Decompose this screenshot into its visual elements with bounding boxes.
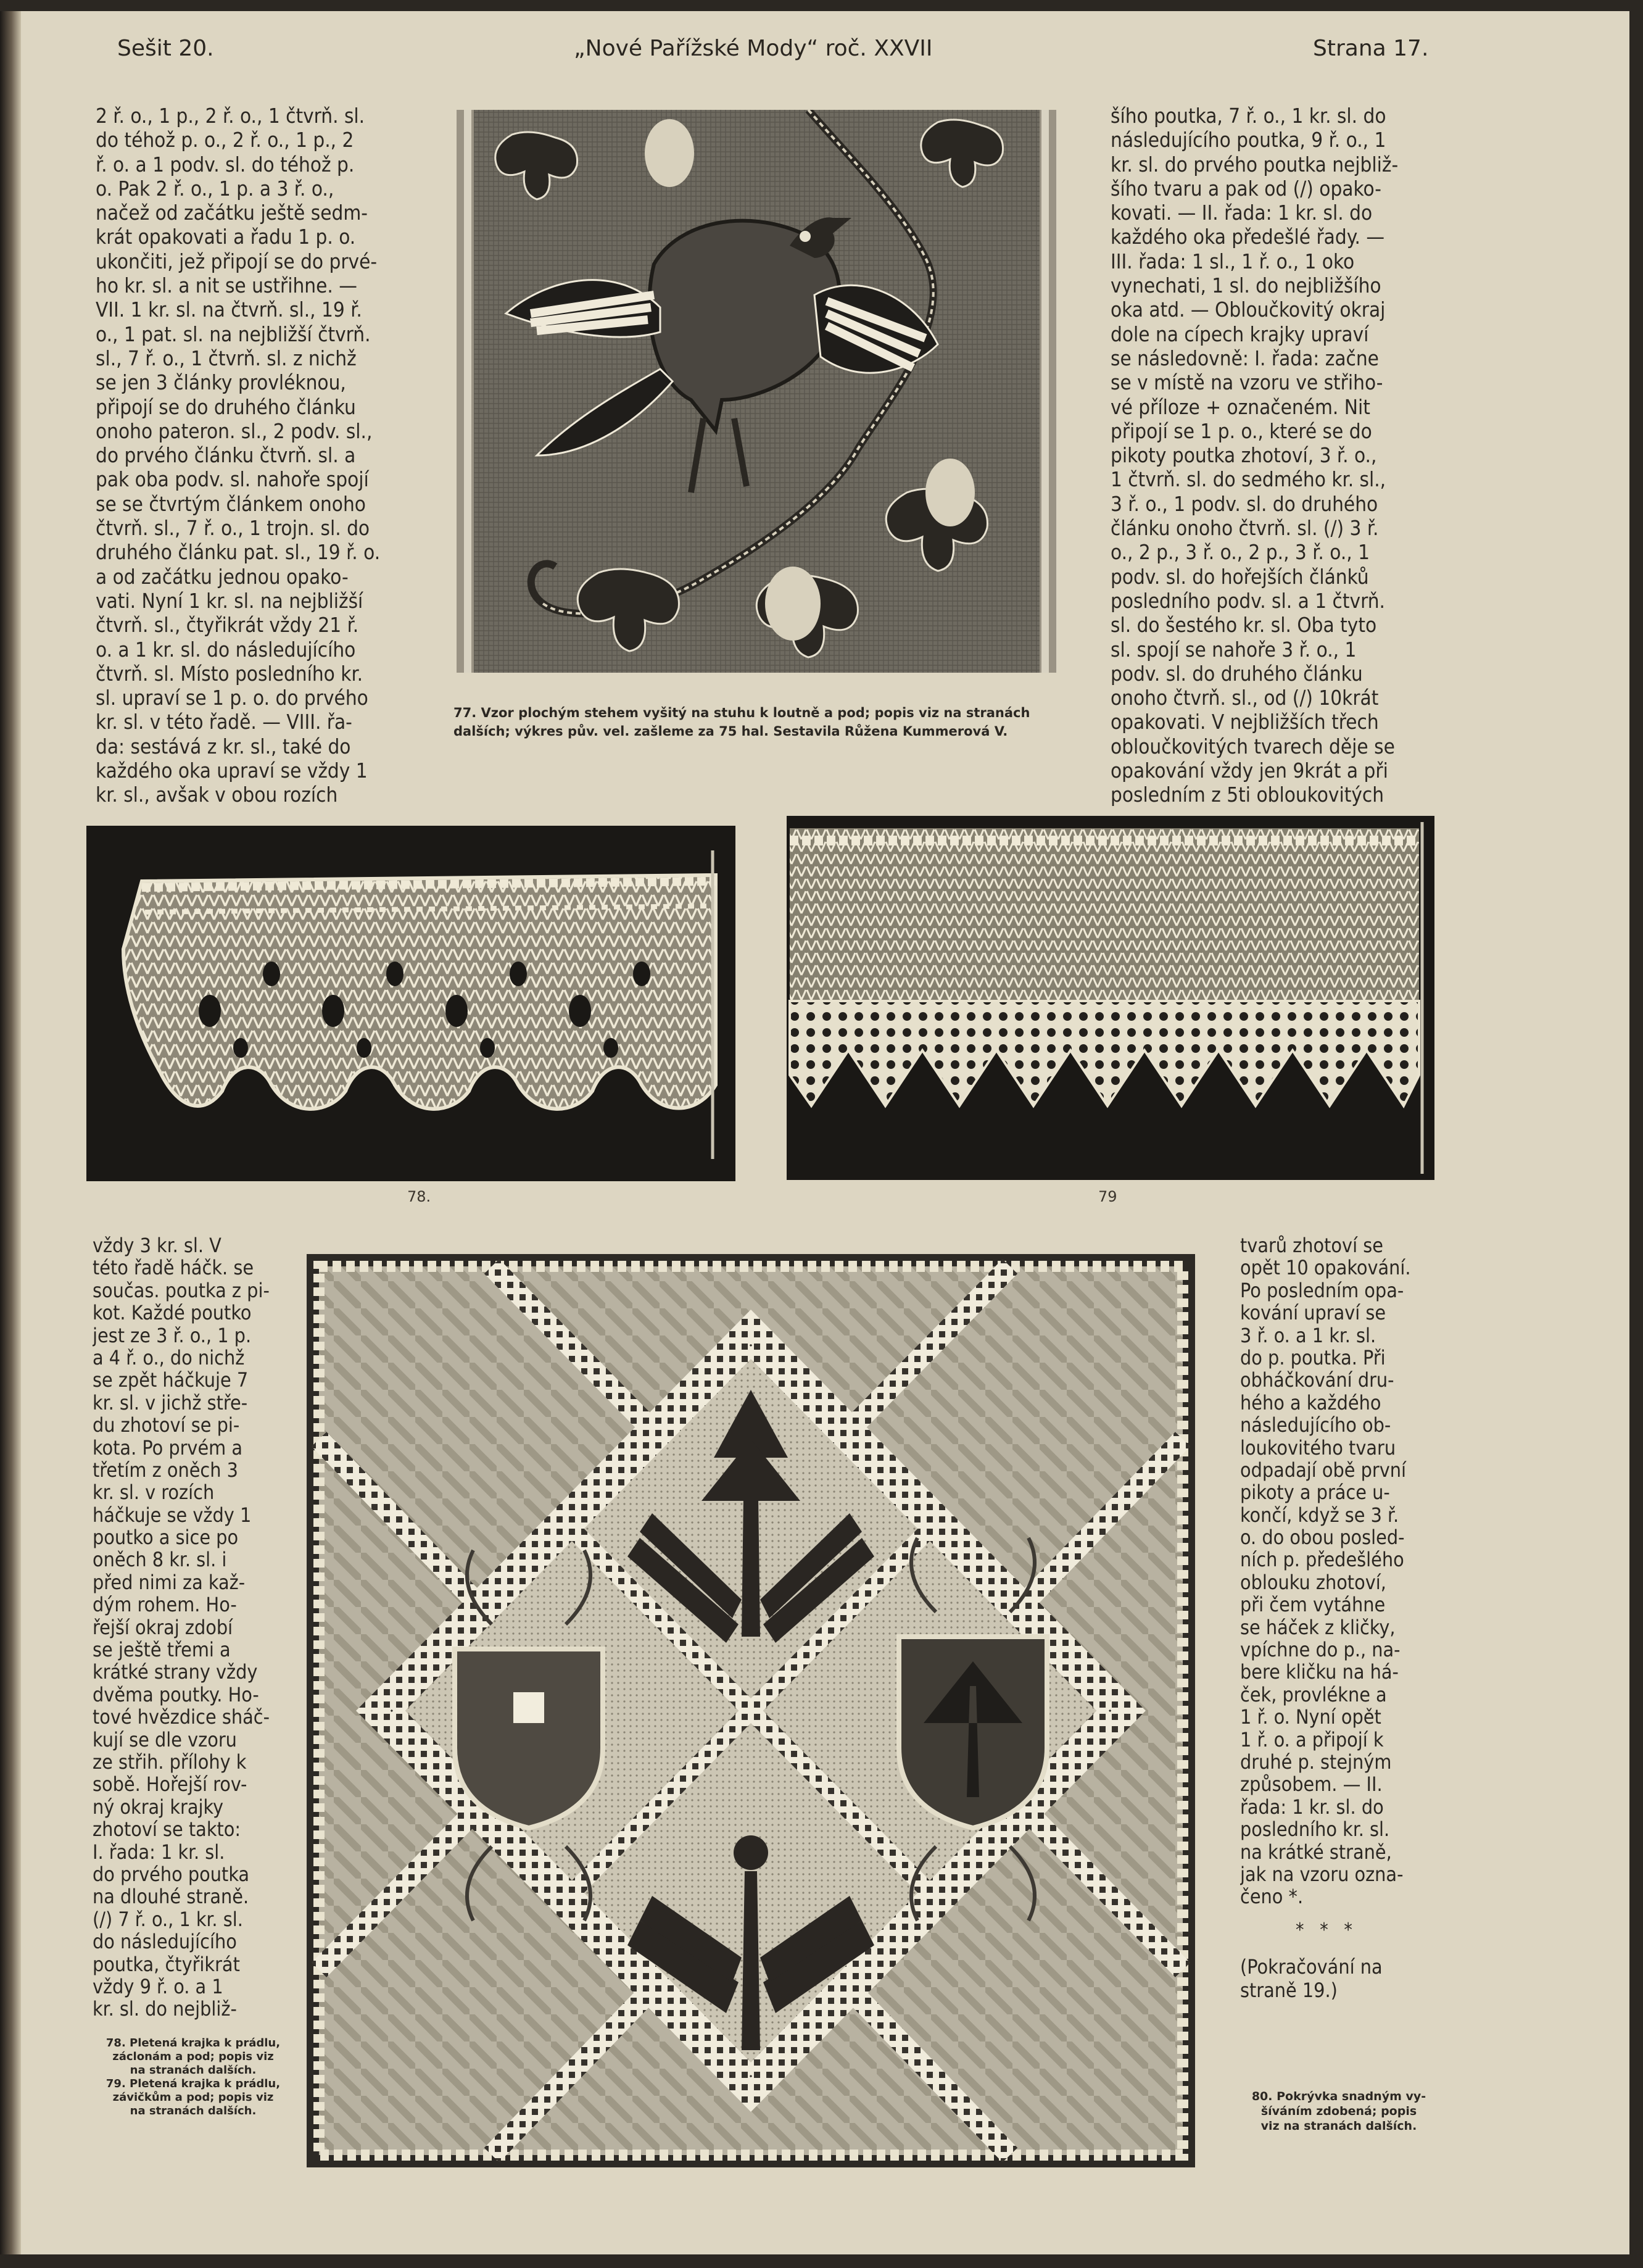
- caption-80-line: 80. Pokrývka snadným vy-: [1251, 2090, 1426, 2103]
- column-right-bottom-line: na krátké straně,: [1240, 1840, 1392, 1863]
- column-left-top-line: ukončiti, jež připojí se do prvé-: [96, 249, 378, 273]
- header-issue: Sešit 20.: [117, 36, 214, 61]
- column-left-bottom-line: třetím z oněch 3: [93, 1458, 238, 1482]
- column-left-bottom-line: oněch 8 kr. sl. i: [93, 1548, 227, 1571]
- column-right-bottom-line: čeno *.: [1240, 1885, 1304, 1908]
- caption-80-line: šíváním zdobená; popis: [1260, 2104, 1417, 2118]
- text-column-left-bottom: [93, 1234, 296, 2021]
- caption-figure-80: [1234, 2089, 1444, 2133]
- column-right-bottom-line: vpíchne do p., na-: [1240, 1639, 1401, 1661]
- column-left-bottom-line: tové hvězdice sháč-: [93, 1706, 270, 1729]
- column-right-bottom-line: o. do obou posled-: [1240, 1526, 1405, 1549]
- column-left-bottom-line: této řadě háčk. se: [93, 1257, 254, 1279]
- column-left-top-line: sl., 7 ř. o., 1 čtvrň. sl. z nichž: [96, 346, 357, 370]
- column-right-bottom-line: posledního kr. sl.: [1240, 1818, 1390, 1841]
- column-right-top-line: připojí se 1 p. o., které se do: [1111, 418, 1372, 443]
- column-right-bottom-line: druhé p. stejným: [1240, 1750, 1392, 1774]
- column-right-top-line: se následovně: I. řada: začne: [1111, 346, 1379, 370]
- column-right-bottom-line: obháčkování dru-: [1240, 1369, 1394, 1392]
- scan-border-bottom: [0, 2254, 1643, 2268]
- column-right-top-line: podv. sl. do druhého článku: [1111, 661, 1363, 686]
- column-left-top-line: o., 1 pat. sl. na nejbližší čtvrň.: [96, 322, 371, 346]
- column-right-top-line: obloučkovitých tvarech děje se: [1111, 734, 1395, 758]
- column-left-top-line: vati. Nyní 1 kr. sl. na nejbližší: [96, 588, 363, 613]
- column-right-top-line: dole na cípech krajky upraví: [1111, 322, 1369, 346]
- continuation-line: straně 19.): [1240, 1979, 1338, 2002]
- column-right-bottom-line: jak na vzoru ozna-: [1240, 1863, 1404, 1886]
- column-left-bottom-line: poutko a sice po: [93, 1526, 239, 1549]
- column-right-bottom-line: hého a každého: [1240, 1391, 1381, 1414]
- scan-border-right: [1629, 0, 1643, 2268]
- column-left-bottom-line: zhotoví se takto:: [93, 1818, 241, 1841]
- column-left-bottom-line: se zpět háčkuje 7: [93, 1369, 249, 1392]
- column-right-top-line: III. řada: 1 sl., 1 ř. o., 1 oko: [1111, 249, 1355, 273]
- column-left-top-line: načež od začátku ještě sedm-: [96, 201, 368, 225]
- caption-78-79-line: na stranách dalších.: [130, 2064, 257, 2077]
- column-left-bottom-line: (/) 7 ř. o., 1 kr. sl.: [93, 1908, 243, 1931]
- column-left-bottom-line: dým rohem. Ho-: [93, 1593, 237, 1616]
- caption-78-79-line: na stranách dalších.: [130, 2104, 257, 2117]
- column-left-bottom-line: háčkuje se vždy 1: [93, 1503, 252, 1527]
- column-right-top-line: článku onoho čtvrň. sl. (/) 3 ř.: [1111, 516, 1379, 541]
- column-right-bottom-line: tvarů zhotoví se: [1240, 1234, 1383, 1257]
- column-left-top-line: onoho pateron. sl., 2 podv. sl.,: [96, 418, 373, 443]
- column-right-top-line: oka atd. — Obloučkovitý okraj: [1111, 297, 1386, 322]
- column-right-bottom-line: ních p. předešlého: [1240, 1548, 1404, 1571]
- column-left-bottom-line: na dlouhé straně.: [93, 1885, 249, 1908]
- column-right-bottom-line: následujícího ob-: [1240, 1414, 1391, 1437]
- column-right-top-line: sl. spojí se nahoře 3 ř. o., 1: [1111, 637, 1357, 662]
- caption-78-79-line: záclonám a pod; popis viz: [112, 2050, 274, 2063]
- figure-78-number: 78.: [407, 1188, 431, 1205]
- column-right-bottom-line: při čem vytáhne: [1240, 1593, 1386, 1616]
- column-right-bottom-line: ček, provlékne a: [1240, 1683, 1387, 1706]
- column-left-bottom-line: před nimi za kaž-: [93, 1571, 246, 1594]
- column-left-bottom-line: do následujícího: [93, 1930, 237, 1953]
- column-right-bottom-line: 1 ř. o. Nyní opět: [1240, 1706, 1381, 1729]
- caption-77-line: 77. Vzor plochým stehem vyšitý na stuhu k loutně a pod; popis viz na stranách: [453, 705, 1030, 720]
- column-right-top-line: 3 ř. o., 1 podv. sl. do druhého: [1111, 491, 1378, 516]
- column-left-top-line: krát opakovati a řadu 1 p. o.: [96, 225, 356, 249]
- column-right-top-line: kr. sl. do prvého poutka nejbliž-: [1111, 152, 1399, 177]
- column-left-top-line: do téhož p. o., 2 ř. o., 1 p., 2: [96, 128, 354, 152]
- column-right-top-line: o., 2 p., 3 ř. o., 2 p., 3 ř. o., 1: [1111, 540, 1370, 565]
- figure-79-number: 79: [1098, 1188, 1117, 1205]
- column-right-bottom-line: do p. poutka. Při: [1240, 1346, 1386, 1369]
- column-left-bottom-line: sobě. Hořejší rov-: [93, 1773, 247, 1796]
- column-left-bottom-line: poutka, čtyřikrát: [93, 1953, 240, 1975]
- column-right-bottom-line: pikoty a práce u-: [1240, 1481, 1390, 1504]
- column-left-top-line: da: sestává z kr. sl., také do: [96, 734, 351, 758]
- column-right-top-line: vynechati, 1 sl. do nejbližšího: [1111, 273, 1381, 298]
- column-left-top-line: ho kr. sl. a nit se ustřihne. —: [96, 273, 357, 298]
- column-left-top-line: připojí se do druhého článku: [96, 394, 356, 419]
- column-left-top-line: kr. sl., avšak v obou rozích: [96, 783, 338, 807]
- column-right-bottom-line: opět 10 opakování.: [1240, 1257, 1411, 1279]
- column-left-top-line: se jen 3 články provléknou,: [96, 370, 346, 395]
- column-left-top-line: sl. upraví se 1 p. o. do prvého: [96, 686, 368, 710]
- column-right-bottom-line: řada: 1 kr. sl. do: [1240, 1795, 1384, 1819]
- column-right-top-line: vé příloze + označeném. Nit: [1111, 394, 1370, 419]
- scan-border-top: [0, 0, 1643, 11]
- column-left-top-line: pak oba podv. sl. nahoře spojí: [96, 467, 369, 492]
- column-right-bottom-line: 3 ř. o. a 1 kr. sl.: [1240, 1324, 1376, 1347]
- caption-figure-77: [453, 704, 1089, 741]
- column-right-top-line: kovati. — II. řada: 1 kr. sl. do: [1111, 201, 1373, 225]
- column-right-bottom-line: způsobem. — II.: [1240, 1773, 1383, 1796]
- caption-80-line: viz na stranách dalších.: [1260, 2119, 1417, 2133]
- column-left-top-line: čtvrň. sl., 7 ř. o., 1 trojn. sl. do: [96, 516, 370, 541]
- column-left-bottom-line: kot. Každé poutko: [93, 1302, 252, 1324]
- column-right-top-line: opakovati. V nejbližších třech: [1111, 710, 1379, 734]
- column-left-bottom-line: ný okraj krajky: [93, 1795, 224, 1819]
- column-right-bottom-line: se háček z kličky,: [1240, 1616, 1396, 1639]
- column-left-bottom-line: kr. sl. v rozích: [93, 1481, 215, 1504]
- text-column-right-top: [1111, 104, 1456, 810]
- header-title: „Nové Pařížské Mody“ roč. XXVII: [574, 36, 933, 61]
- figure-78-knitted-lace: [86, 826, 735, 1181]
- column-left-top-line: 2 ř. o., 1 p., 2 ř. o., 1 čtvrň. sl.: [96, 104, 365, 128]
- column-left-top-line: o. Pak 2 ř. o., 1 p. a 3 ř. o.,: [96, 176, 334, 201]
- column-left-bottom-line: kr. sl. do nejbliž-: [93, 1998, 237, 2021]
- column-left-bottom-line: součas. poutka z pi-: [93, 1279, 270, 1302]
- column-left-top-line: do prvého článku čtvrň. sl. a: [96, 443, 356, 468]
- column-right-top-line: podv. sl. do hořejších článků: [1111, 564, 1369, 589]
- column-right-bottom-line: Po posledním opa-: [1240, 1279, 1404, 1302]
- column-right-bottom-line: oblouku zhotoví,: [1240, 1571, 1386, 1594]
- continuation-note: [1240, 1955, 1444, 2002]
- text-column-right-bottom: [1240, 1234, 1444, 1908]
- column-right-bottom-line: odpadají obě první: [1240, 1458, 1407, 1482]
- column-right-top-line: šího poutka, 7 ř. o., 1 kr. sl. do: [1111, 104, 1386, 128]
- caption-78-79-line: závičkům a pod; popis viz: [112, 2091, 274, 2104]
- continuation-line: (Pokračování na: [1240, 1955, 1383, 1979]
- column-left-top-line: kr. sl. v této řadě. — VIII. řa-: [96, 710, 352, 734]
- caption-77-line: dalších; výkres pův. vel. zašleme za 75 hal. Sestavila Růžena Kummerová V.: [453, 724, 1008, 739]
- column-right-top-line: posledního podv. sl. a 1 čtvrň.: [1111, 588, 1385, 613]
- column-right-top-line: onoho čtvrň. sl., od (/) 10krát: [1111, 686, 1379, 710]
- text-column-left-top: [96, 104, 429, 810]
- column-left-bottom-line: kota. Po prvém a: [93, 1436, 242, 1459]
- column-left-bottom-line: do prvého poutka: [93, 1863, 250, 1886]
- column-right-top-line: šího tvaru a pak od (/) opako-: [1111, 176, 1381, 201]
- caption-figures-78-79: [91, 2037, 295, 2118]
- column-right-top-line: sl. do šestého kr. sl. Oba tyto: [1111, 613, 1377, 638]
- column-left-bottom-line: jest ze 3 ř. o., 1 p.: [93, 1324, 252, 1347]
- column-left-bottom-line: řejší okraj zdobí: [93, 1616, 233, 1639]
- column-left-top-line: se se čtvrtým článkem onoho: [96, 491, 366, 516]
- column-right-top-line: následujícího poutka, 9 ř. o., 1: [1111, 128, 1386, 152]
- caption-78-79-line: 79. Pletená krajka k prádlu,: [106, 2077, 281, 2090]
- column-left-bottom-line: vždy 3 kr. sl. V: [93, 1234, 221, 1257]
- column-right-top-line: se v místě na vzoru ve střiho-: [1111, 370, 1383, 395]
- column-left-bottom-line: I. řada: 1 kr. sl.: [93, 1840, 225, 1863]
- column-left-bottom-line: dvěma poutky. Ho-: [93, 1683, 259, 1706]
- column-left-bottom-line: ze střih. přílohy k: [93, 1750, 247, 1774]
- column-left-top-line: čtvrň. sl., čtyřikrát vždy 21 ř.: [96, 613, 359, 638]
- column-right-top-line: každého oka předešlé řady. —: [1111, 225, 1385, 249]
- column-left-top-line: ř. o. a 1 podv. sl. do téhož p.: [96, 152, 355, 177]
- column-right-top-line: pikoty poutka zhotoví, 3 ř. o.,: [1111, 443, 1377, 468]
- column-left-bottom-line: du zhotoví se pi-: [93, 1414, 240, 1437]
- figure-77-embroidered-bird: [457, 110, 1057, 673]
- column-left-bottom-line: a 4 ř. o., do nichž: [93, 1346, 245, 1369]
- column-left-top-line: o. a 1 kr. sl. do následujícího: [96, 637, 356, 662]
- column-right-bottom-line: loukovitého tvaru: [1240, 1436, 1396, 1459]
- column-right-top-line: 1 čtvrň. sl. do sedmého kr. sl.,: [1111, 467, 1386, 492]
- column-right-bottom-line: bere kličku na há-: [1240, 1661, 1399, 1684]
- column-left-bottom-line: kr. sl. v jichž stře-: [93, 1391, 248, 1414]
- figure-80-embroidered-cover: [307, 1254, 1195, 2167]
- page-spine-shadow: [0, 0, 21, 2268]
- column-left-top-line: a od začátku jednou opako-: [96, 564, 349, 589]
- column-right-top-line: opakování vždy jen 9krát a při: [1111, 758, 1388, 783]
- column-left-top-line: každého oka upraví se vždy 1: [96, 758, 368, 783]
- header-page-number: Strana 17.: [1313, 36, 1429, 61]
- column-left-top-line: čtvrň. sl. Místo posledního kr.: [96, 661, 363, 686]
- column-left-bottom-line: kují se dle vzoru: [93, 1728, 237, 1751]
- column-left-top-line: VII. 1 kr. sl. na čtvrň. sl., 19 ř.: [96, 297, 362, 322]
- caption-78-79-line: 78. Pletená krajka k prádlu,: [106, 2037, 281, 2050]
- figure-79-knitted-lace: [787, 816, 1434, 1180]
- column-right-bottom-line: 1 ř. o. a připojí k: [1240, 1728, 1384, 1751]
- column-left-top-line: druhého článku pat. sl., 19 ř. o.: [96, 540, 381, 565]
- column-right-bottom-line: končí, když se 3 ř.: [1240, 1503, 1399, 1527]
- column-left-bottom-line: se ještě třemi a: [93, 1639, 231, 1661]
- column-left-bottom-line: vždy 9 ř. o. a 1: [93, 1975, 223, 1998]
- column-right-bottom-line: kování upraví se: [1240, 1302, 1386, 1324]
- section-stars: * * *: [1296, 1919, 1352, 1941]
- column-left-bottom-line: krátké strany vždy: [93, 1661, 258, 1684]
- column-right-top-line: posledním z 5ti obloukovitých: [1111, 783, 1384, 807]
